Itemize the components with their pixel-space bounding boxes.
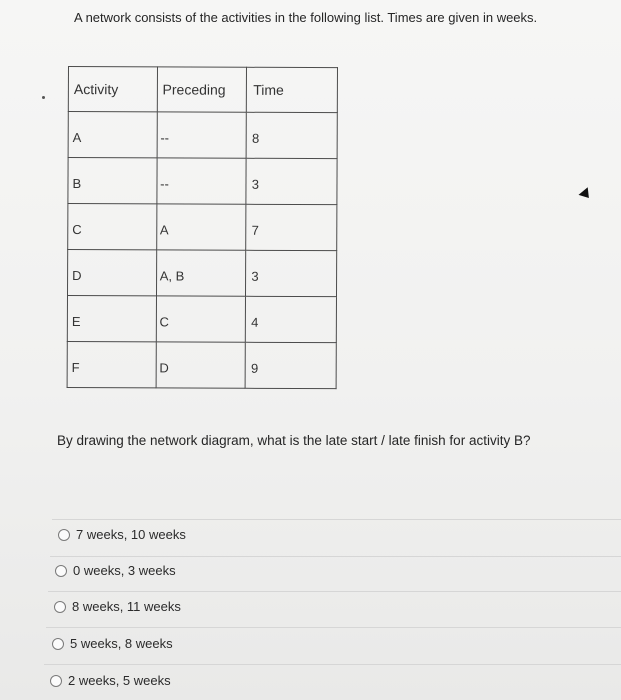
radio-button-icon[interactable] bbox=[50, 675, 62, 687]
table-row bbox=[67, 249, 336, 296]
time-value: 9 bbox=[250, 360, 259, 376]
divider bbox=[44, 664, 621, 665]
activity-name: E bbox=[71, 313, 81, 330]
preceding-value: -- bbox=[160, 176, 169, 192]
table-cell bbox=[67, 341, 156, 387]
answer-option[interactable] bbox=[52, 636, 173, 651]
header-time: Time bbox=[253, 81, 284, 98]
activity-name: C bbox=[72, 221, 82, 238]
option-label: 7 weeks, 10 weeks bbox=[76, 527, 186, 542]
radio-button-icon[interactable] bbox=[58, 529, 70, 541]
answer-option[interactable] bbox=[58, 527, 186, 542]
table-cell bbox=[156, 250, 246, 296]
option-label: 2 weeks, 5 weeks bbox=[68, 673, 171, 688]
divider bbox=[52, 519, 621, 520]
answer-option[interactable] bbox=[54, 599, 181, 614]
header-cell bbox=[68, 67, 157, 112]
divider bbox=[48, 591, 621, 592]
table-cell bbox=[246, 158, 337, 204]
answer-option[interactable] bbox=[50, 673, 171, 688]
table-cell bbox=[156, 204, 246, 250]
table-cell bbox=[246, 112, 337, 158]
table-row bbox=[68, 111, 337, 158]
activity-name: D bbox=[72, 267, 82, 284]
option-label: 0 weeks, 3 weeks bbox=[73, 563, 176, 578]
table-cell bbox=[157, 158, 247, 204]
time-value: 3 bbox=[251, 268, 259, 284]
activity-table bbox=[67, 66, 338, 389]
radio-button-icon[interactable] bbox=[55, 565, 67, 577]
header-cell bbox=[157, 67, 247, 112]
table-cell bbox=[245, 342, 336, 388]
time-value: 4 bbox=[251, 314, 259, 330]
divider bbox=[50, 556, 621, 557]
radio-button-icon[interactable] bbox=[54, 601, 66, 613]
option-label: 5 weeks, 8 weeks bbox=[70, 636, 173, 651]
cursor-arrow-icon bbox=[579, 187, 594, 202]
activity-name: A bbox=[72, 129, 82, 146]
header-activity: Activity bbox=[73, 81, 119, 98]
preceding-value: D bbox=[159, 360, 169, 376]
time-value: 7 bbox=[251, 222, 259, 238]
preceding-value: C bbox=[159, 314, 169, 330]
table-cell bbox=[68, 203, 157, 249]
table-row bbox=[67, 341, 336, 388]
option-label: 8 weeks, 11 weeks bbox=[72, 599, 181, 614]
activity-name: F bbox=[71, 359, 80, 376]
time-value: 8 bbox=[251, 130, 260, 146]
preceding-value: A bbox=[159, 222, 169, 238]
header-cell bbox=[247, 67, 338, 112]
table-cell bbox=[67, 295, 156, 341]
table-row bbox=[68, 157, 337, 204]
table-cell bbox=[156, 296, 246, 342]
question-text: By drawing the network diagram, what is the late start / late finish for activity B? bbox=[57, 433, 531, 448]
table-header-row bbox=[68, 67, 337, 113]
header-preceding: Preceding bbox=[162, 81, 226, 98]
table-cell bbox=[246, 250, 337, 296]
table-cell bbox=[156, 342, 246, 388]
table-cell bbox=[68, 111, 157, 157]
time-value: 3 bbox=[251, 176, 260, 192]
preceding-value: -- bbox=[160, 130, 170, 146]
table-cell bbox=[157, 112, 247, 158]
table-cell bbox=[246, 204, 337, 250]
margin-dot bbox=[42, 96, 45, 99]
table-row bbox=[67, 295, 336, 342]
intro-text: A network consists of the activities in the following list. Times are given in weeks. bbox=[74, 10, 538, 25]
radio-button-icon[interactable] bbox=[52, 638, 64, 650]
table-row bbox=[68, 203, 337, 250]
table-cell bbox=[246, 296, 337, 342]
answer-option[interactable] bbox=[55, 563, 176, 578]
divider bbox=[46, 627, 621, 628]
preceding-value: A, B bbox=[159, 268, 185, 284]
table-cell bbox=[68, 157, 157, 203]
activity-name: B bbox=[72, 175, 82, 192]
table-cell bbox=[67, 249, 156, 295]
